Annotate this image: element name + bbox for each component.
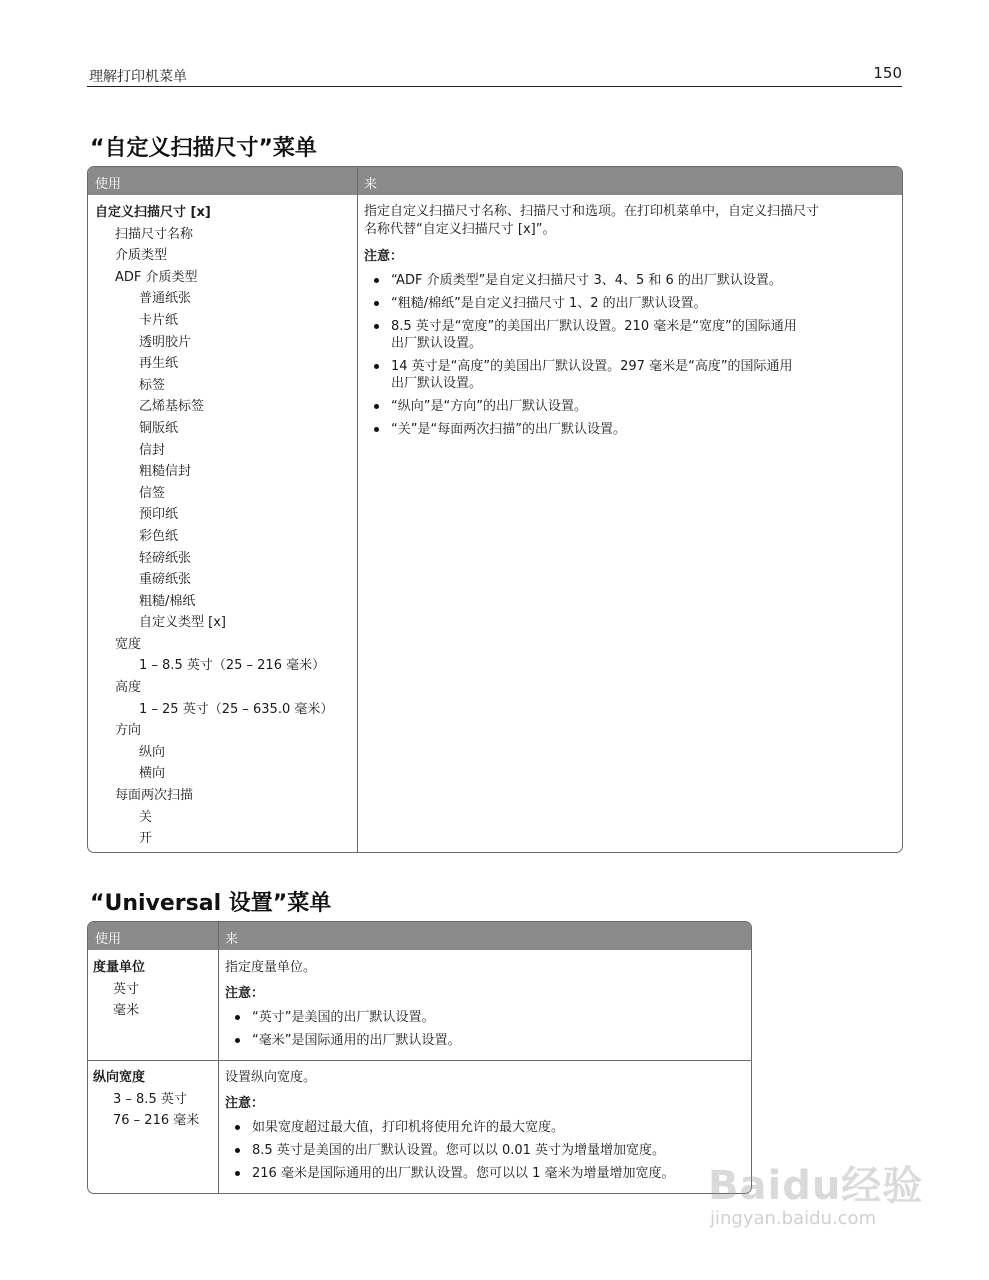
- list-item: [364, 295, 894, 312]
- menu-item: ADF 介质类型: [115, 269, 198, 285]
- menu-item: 度量单位: [93, 960, 146, 975]
- menu-item-list: [93, 957, 145, 1022]
- bullet-icon: [374, 427, 379, 432]
- page-header: [87, 62, 902, 87]
- list-item: [364, 318, 894, 352]
- menu-item: 粗糙/棉纸: [139, 593, 196, 609]
- menu-item: 76 – 216 毫米: [113, 1113, 200, 1129]
- list-item-text: 出厂默认设置。: [391, 336, 483, 351]
- table-header: [88, 922, 751, 950]
- notes-list: [225, 1119, 745, 1182]
- page-number: 150: [873, 64, 902, 82]
- menu-item: 高度: [115, 680, 142, 696]
- description-line: 指定自定义扫描尺寸名称、扫描尺寸和选项。在打印机菜单中，自定义扫描尺寸: [364, 204, 820, 219]
- bullet-icon: [374, 404, 379, 409]
- list-item: [225, 1165, 745, 1182]
- notes-list: [364, 272, 894, 438]
- menu-item: 毫米: [113, 1003, 140, 1019]
- list-item-text: “英寸”是美国的出厂默认设置。: [252, 1010, 435, 1025]
- note-label: 注意：: [364, 249, 404, 264]
- description-cell: [364, 203, 894, 444]
- list-item: [364, 358, 894, 392]
- universal-setup-table: [87, 921, 752, 1194]
- bullet-icon: [235, 1148, 240, 1153]
- menu-item: 铜版纸: [139, 420, 179, 436]
- menu-item: 卡片纸: [139, 312, 179, 328]
- list-item-text: 216 毫米是国际通用的出厂默认设置。您可以以 1 毫米为增量增加宽度。: [252, 1166, 675, 1181]
- list-item: [364, 398, 894, 415]
- menu-item: 纵向宽度: [93, 1070, 146, 1085]
- menu-item: 轻磅纸张: [139, 550, 192, 566]
- watermark-url: jingyan.baidu.com: [710, 1208, 877, 1229]
- list-item-text: 8.5 英寸是“宽度”的美国出厂默认设置。210 毫米是“宽度”的国际通用: [391, 319, 797, 334]
- list-item: [225, 1009, 745, 1026]
- header-title: 理解打印机菜单: [89, 69, 187, 85]
- list-item-text: 出厂默认设置。: [391, 376, 483, 391]
- bullet-icon: [235, 1125, 240, 1130]
- list-item-text: 14 英寸是“高度”的美国出厂默认设置。297 毫米是“高度”的国际通用: [391, 359, 793, 374]
- list-item: [225, 1032, 745, 1049]
- column-header-to: 来: [225, 932, 239, 947]
- watermark-logo-text: Baidu经验: [708, 1163, 924, 1209]
- menu-item: 重磅纸张: [139, 572, 192, 588]
- menu-item: 英寸: [113, 981, 140, 997]
- section-title-custom-scan-sizes: “自定义扫描尺寸”菜单: [90, 136, 317, 161]
- custom-scan-size-table: [87, 166, 903, 853]
- list-item-text: “粗糙/棉纸”是自定义扫描尺寸 1、2 的出厂默认设置。: [391, 296, 707, 311]
- list-item: [364, 272, 894, 289]
- description-line: 设置纵向宽度。: [225, 1070, 317, 1085]
- menu-item: 透明胶片: [139, 334, 192, 350]
- menu-item: 关: [139, 809, 153, 825]
- bullet-icon: [374, 301, 379, 306]
- note-label: 注意：: [225, 986, 265, 1001]
- column-header-to: 来: [364, 177, 378, 192]
- menu-item: 3 – 8.5 英寸: [113, 1091, 187, 1107]
- column-header-use: 使用: [95, 177, 122, 192]
- menu-item: 纵向: [139, 744, 166, 760]
- menu-item: 扫描尺寸名称: [115, 226, 194, 242]
- menu-item: 信签: [139, 485, 166, 501]
- menu-item-list: [95, 202, 333, 850]
- section-title-universal-setup: “Universal 设置”菜单: [90, 891, 332, 916]
- list-item: [225, 1119, 745, 1136]
- list-item-text: “毫米”是国际通用的出厂默认设置。: [252, 1033, 461, 1048]
- menu-item: 自定义类型 [x]: [139, 615, 226, 631]
- table-header: [88, 167, 902, 195]
- list-item-text: “ADF 介质类型”是自定义扫描尺寸 3、4、5 和 6 的出厂默认设置。: [391, 273, 782, 288]
- menu-item: 宽度: [115, 636, 142, 652]
- column-divider: [218, 922, 219, 1193]
- bullet-icon: [235, 1171, 240, 1176]
- bullet-icon: [235, 1015, 240, 1020]
- menu-item: 1 – 8.5 英寸（25 – 216 毫米）: [139, 658, 326, 674]
- description-cell: [225, 959, 745, 1055]
- menu-item: 粗糙信封: [139, 464, 192, 480]
- baidu-jingyan-watermark: [690, 1130, 940, 1240]
- description-cell: [225, 1069, 745, 1188]
- menu-item: 预印纸: [139, 507, 179, 523]
- bullet-icon: [374, 364, 379, 369]
- list-item: [225, 1142, 745, 1159]
- column-divider: [357, 167, 358, 852]
- column-header-use: 使用: [95, 932, 122, 947]
- description-line: 名称代替“自定义扫描尺寸 [x]”。: [364, 222, 556, 237]
- list-item-text: 如果宽度超过最大值，打印机将使用允许的最大宽度。: [252, 1120, 565, 1135]
- bullet-icon: [374, 278, 379, 283]
- bullet-icon: [374, 324, 379, 329]
- menu-item: 信封: [139, 442, 166, 458]
- list-item-text: 8.5 英寸是美国的出厂默认设置。您可以以 0.01 英寸为增量增加宽度。: [252, 1143, 666, 1158]
- menu-item: 普通纸张: [139, 291, 192, 307]
- menu-item: 开: [139, 831, 153, 847]
- menu-item: 彩色纸: [139, 528, 179, 544]
- description-line: 指定度量单位。: [225, 960, 317, 975]
- menu-item: 标签: [139, 377, 166, 393]
- menu-item: 再生纸: [139, 356, 179, 372]
- menu-item: 介质类型: [115, 248, 168, 264]
- menu-item: 方向: [115, 723, 142, 739]
- list-item-text: “纵向”是“方向”的出厂默认设置。: [391, 399, 587, 414]
- note-label: 注意：: [225, 1096, 265, 1111]
- list-item: [364, 421, 894, 438]
- menu-item-list: [93, 1067, 199, 1132]
- menu-item: 1 – 25 英寸（25 – 635.0 毫米）: [139, 701, 334, 717]
- list-item-text: “关”是“每面两次扫描”的出厂默认设置。: [391, 422, 626, 437]
- menu-item: 乙烯基标签: [139, 399, 205, 415]
- menu-item: 每面两次扫描: [115, 788, 194, 804]
- menu-item: 横向: [139, 766, 166, 782]
- bullet-icon: [235, 1038, 240, 1043]
- menu-item: 自定义扫描尺寸 [x]: [95, 205, 211, 220]
- notes-list: [225, 1009, 745, 1049]
- row-divider: [88, 1060, 751, 1061]
